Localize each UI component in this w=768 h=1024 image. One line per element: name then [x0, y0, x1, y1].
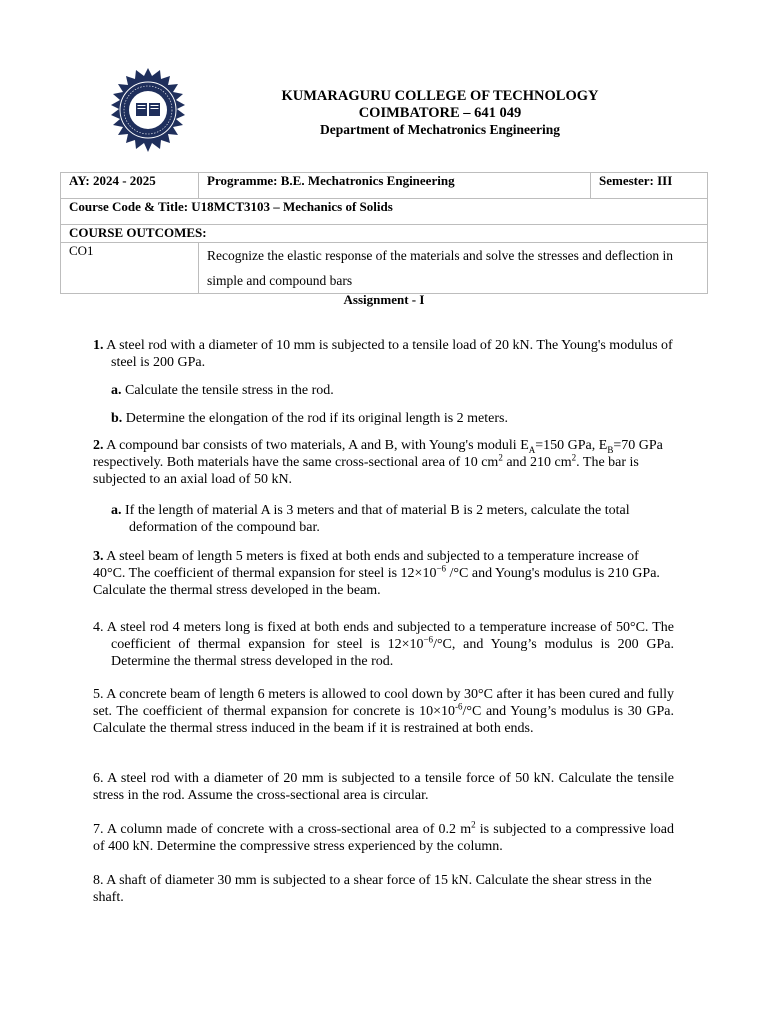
question-2: 2. A compound bar consists of two materials, A and B, with Young's moduli $E_A=150$ GPa, $E_B=70$ GPa respectively. Both materials have the same cross-sectional area of 10 $cm^2$ and 210 $cm^2$. The bar is subjected to an axial load of 50 kN.	[93, 438, 663, 487]
question-7: 7. A column made of concrete with a cross-sectional area of 0.2 $m^2$ is subjected to a compressive load of 400 kN. Determine the compressive stress experienced by the column.	[93, 819, 674, 854]
academic-year: AY: 2024 - 2025	[61, 173, 199, 199]
question-1-text: A steel rod with a diameter of 10 mm is subjected to a tensile load of 20 kN. The Young's modulus of steel is 200 GPa.	[106, 338, 673, 370]
department-name: Department of Mechatronics Engineering	[319, 122, 561, 137]
question-6: 6. A steel rod with a diameter of 20 mm is subjected to a tensile force of 50 kN. Calculate the tensile stress in the rod. Assume the cross-sectional area is circular.	[93, 771, 674, 803]
question-1a: a. Calculate the tensile stress in the rod.	[111, 383, 334, 398]
semester: Semester: III	[591, 173, 708, 199]
question-1	[93, 337, 673, 371]
course-info-table	[60, 172, 708, 294]
college-city: COIMBATORE – 641 049	[358, 105, 522, 121]
course-outcomes-heading: COURSE OUTCOMES:	[61, 225, 708, 243]
college-name: KUMARAGURU COLLEGE OF TECHNOLOGY	[281, 88, 599, 104]
question-1-number: 1.	[93, 338, 104, 353]
college-logo	[106, 68, 190, 152]
co-label: CO1	[61, 243, 199, 294]
question-1b: b. Determine the elongation of the rod if its original length is 2 meters.	[111, 411, 508, 426]
question-2a: a. If the length of material A is 3 meters and that of material B is 2 meters, calculate the total deformation of the compound bar.	[111, 503, 630, 535]
programme: Programme: B.E. Mechatronics Engineering	[199, 173, 591, 199]
question-5: 5. A concrete beam of length 6 meters is allowed to cool down by 30°C after it has been cured and fully set. The coefficient of thermal expansion for concrete is $10\times 10^{-6}/^\circ C$ and Young’s modulus is 30 GPa. Calculate the thermal stress induced in the beam if it is restrained at both ends.	[93, 687, 675, 736]
question-4: 4. A steel rod 4 meters long is fixed at both ends and subjected to a temperature increase of 50°C. The coefficient of thermal expansion for steel is $12\times 10^{-6}/^\circ C$, and Young’s modulus is 200 GPa. Determine the thermal stress developed in the rod.	[93, 620, 675, 669]
question-3: 3. A steel beam of length 5 meters is fixed at both ends and subjected to a temperature increase of 40°C. The coefficient of thermal expansion for steel is $12\times 10^{-6}$ /°C and Young's modulus is 210 GPa. Calculate the thermal stress developed in the beam.	[93, 549, 660, 598]
co-text: Recognize the elastic response of the materials and solve the stresses and deflection in simple and compound bars	[199, 243, 708, 294]
course-code-title: Course Code & Title: U18MCT3103 – Mechanics of Solids	[61, 199, 708, 225]
question-8: 8. A shaft of diameter 30 mm is subjected to a shear force of 15 kN. Calculate the shear stress in the shaft.	[93, 873, 652, 905]
assignment-title: Assignment - I	[343, 292, 425, 307]
